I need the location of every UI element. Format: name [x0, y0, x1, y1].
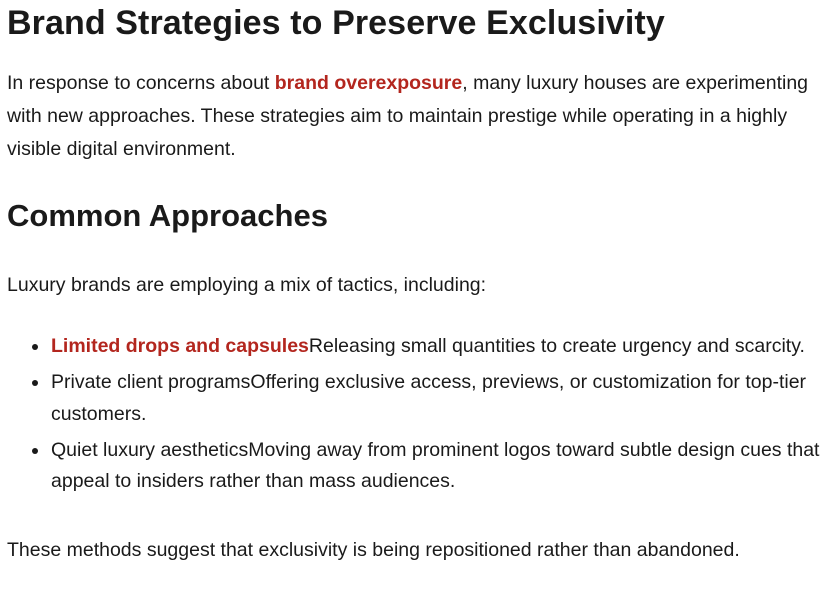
list-item-term-link[interactable]: Limited drops and capsules — [51, 335, 309, 357]
intro-highlight-link[interactable]: brand overexposure — [274, 72, 463, 94]
lead-paragraph: Luxury brands are employing a mix of tactics, including: — [7, 274, 487, 296]
bullet-icon — [32, 344, 38, 350]
approaches-list — [7, 331, 831, 498]
list-item-term: Quiet luxury aesthetics — [51, 438, 249, 461]
list-item — [51, 367, 831, 430]
closing-paragraph: These methods suggest that exclusivity is being repositioned rather than abandoned. — [7, 538, 740, 561]
list-item-desc: Releasing small quantities to create urgency and scarcity. — [308, 335, 805, 357]
bullet-icon — [32, 380, 38, 386]
list-item-term: Private client programs — [51, 371, 251, 393]
intro-paragraph — [7, 67, 831, 166]
page-title: Brand Strategies to Preserve Exclusivity — [7, 4, 665, 42]
section-heading: Common Approaches — [7, 198, 328, 233]
intro-text-before: In response to concerns about — [7, 72, 275, 94]
list-item — [51, 435, 831, 498]
intro-text-after: , many luxury houses are experimenting with new approaches. These strategies aim to maintain prestige while operating in a highly visible digital environment. — [7, 72, 809, 160]
bullet-icon — [32, 448, 38, 454]
list-item-desc: Offering exclusive access, previews, or customization for top-tier customers. — [51, 371, 807, 425]
list-item-desc: Moving away from prominent logos toward subtle design cues that appeal to insiders rather than mass audiences. — [51, 438, 820, 492]
list-item — [51, 331, 831, 363]
